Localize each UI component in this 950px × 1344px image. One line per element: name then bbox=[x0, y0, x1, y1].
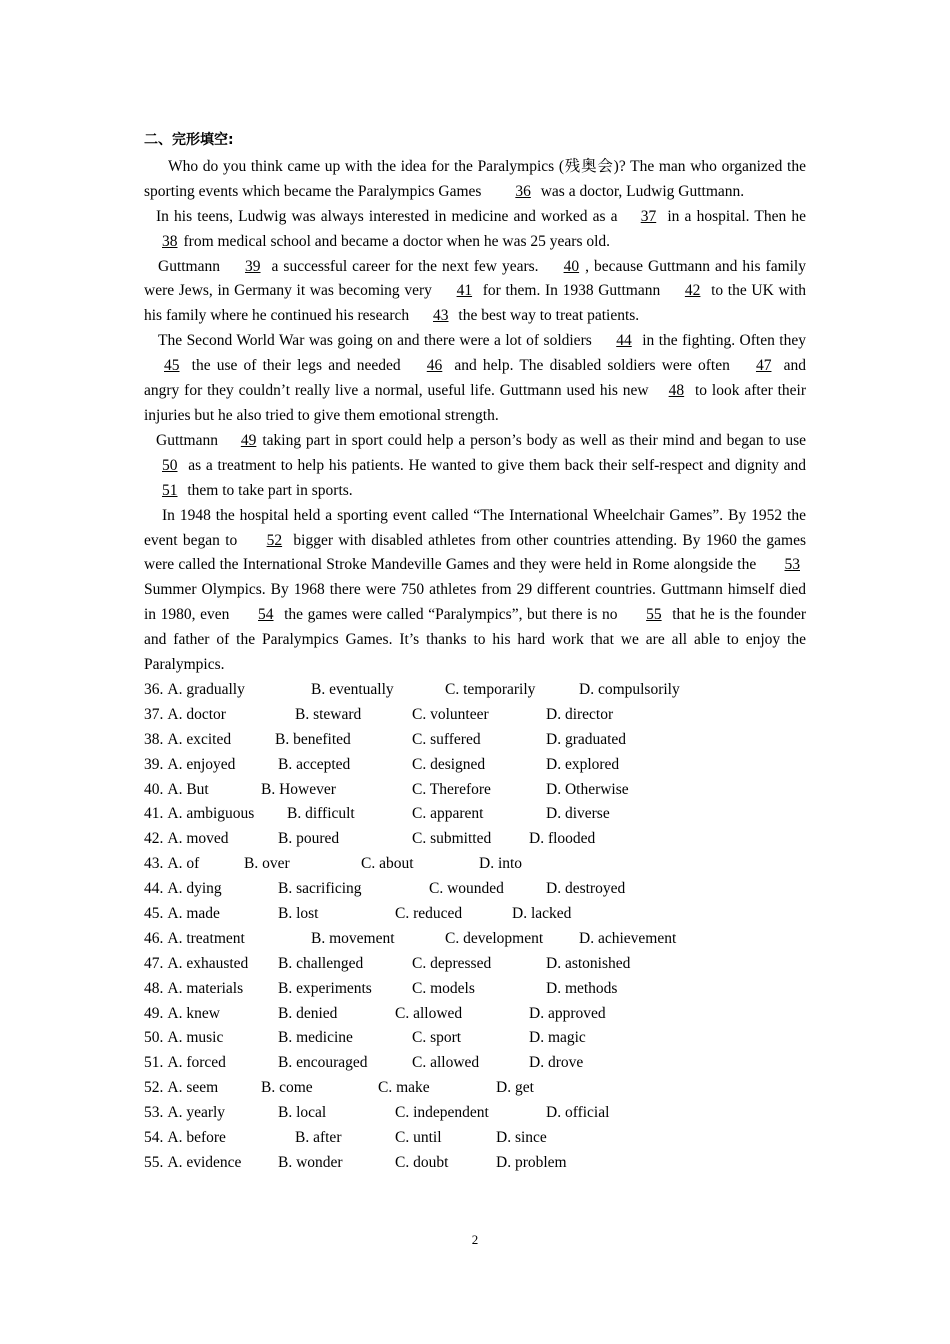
option-b: B. challenged bbox=[278, 954, 364, 972]
option-a-text: A. moved bbox=[167, 830, 229, 848]
option-a-text: A. enjoyed bbox=[167, 755, 236, 773]
option-d: D. approved bbox=[529, 1004, 606, 1022]
option-row bbox=[144, 1051, 806, 1076]
blank-number: 49 bbox=[240, 431, 257, 449]
passage-text: a successful career for the next few years. bbox=[266, 257, 544, 275]
option-a-text: A. dying bbox=[167, 880, 222, 898]
passage-text: bigger with disabled athletes from other countries attending. By 1960 the games were called the International Stroke Mandeville Games and they were held in Rome alongside the bbox=[144, 531, 806, 574]
option-a bbox=[144, 852, 244, 877]
option-a-text: A. seem bbox=[167, 1079, 219, 1097]
option-c: C. allowed bbox=[395, 1004, 463, 1022]
option-row bbox=[144, 678, 806, 703]
option-a bbox=[144, 977, 278, 1002]
question-number: 40. bbox=[144, 780, 164, 798]
blank-number: 45 bbox=[164, 357, 180, 375]
option-a-text: A. materials bbox=[167, 979, 244, 997]
blank-number: 55 bbox=[646, 606, 662, 624]
option-row bbox=[144, 902, 806, 927]
passage-text: Who do you think came up with the idea for the Paralympics (残奥会)? The man who organized the sporting events which became the Paralympics Games bbox=[144, 157, 806, 200]
option-a bbox=[144, 802, 287, 827]
option-b: B. poured bbox=[278, 830, 340, 848]
blank-number: 42 bbox=[684, 282, 701, 300]
passage-paragraph bbox=[144, 255, 806, 330]
option-c: C. until bbox=[395, 1128, 442, 1146]
passage-text: Guttmann bbox=[158, 257, 226, 275]
option-d: D. diverse bbox=[546, 805, 610, 823]
option-a-text: A. forced bbox=[167, 1054, 226, 1072]
option-d: D. achievement bbox=[579, 929, 677, 947]
blank-number: 40 bbox=[563, 257, 580, 275]
passage-text: In his teens, Ludwig was always interested in medicine and worked as a bbox=[156, 207, 623, 225]
option-b: B. eventually bbox=[311, 680, 394, 698]
question-number: 43. bbox=[144, 855, 164, 873]
passage-text: the games were called “Paralympics”, but there is no bbox=[279, 606, 623, 624]
option-a-text: A. before bbox=[167, 1128, 226, 1146]
blank-number: 41 bbox=[456, 282, 473, 300]
option-b: B. experiments bbox=[278, 979, 372, 997]
question-number: 52. bbox=[144, 1079, 164, 1097]
option-b: B. come bbox=[261, 1079, 313, 1097]
option-d: D. graduated bbox=[546, 730, 627, 748]
blank-number: 36 bbox=[515, 182, 531, 200]
question-number: 38. bbox=[144, 730, 164, 748]
option-b: B. medicine bbox=[278, 1029, 353, 1047]
passage-text: taking part in sport could help a person’s body as well as their mind and began to use bbox=[262, 431, 806, 449]
option-b: B. accepted bbox=[278, 755, 351, 773]
option-row bbox=[144, 703, 806, 728]
option-row bbox=[144, 1126, 806, 1151]
blank-number: 38 bbox=[162, 232, 178, 250]
question-number: 39. bbox=[144, 755, 164, 773]
option-c: C. submitted bbox=[412, 830, 492, 848]
passage-text: , because Guttmann and his family were Jews, in Germany it was becoming very bbox=[144, 257, 806, 300]
option-a-text: A. of bbox=[167, 855, 200, 873]
question-number: 36. bbox=[144, 680, 164, 698]
option-row bbox=[144, 1026, 806, 1051]
option-b: B. over bbox=[244, 855, 290, 873]
option-c: C. designed bbox=[412, 755, 486, 773]
option-row bbox=[144, 977, 806, 1002]
option-row bbox=[144, 927, 806, 952]
section-title: 二、完形填空: bbox=[144, 132, 234, 148]
option-row bbox=[144, 802, 806, 827]
option-b: B. movement bbox=[311, 929, 395, 947]
passage-text: that he is the founder and father of the Paralympics Games. It’s thanks to his hard work that we are all able to enjoy the Paralympics. bbox=[144, 606, 806, 674]
option-a bbox=[144, 1126, 295, 1151]
option-a-text: A. But bbox=[167, 780, 209, 798]
option-d: D. compulsorily bbox=[579, 680, 680, 698]
blank-number: 39 bbox=[245, 257, 261, 275]
option-a-text: A. yearly bbox=[167, 1104, 226, 1122]
option-d: D. problem bbox=[496, 1153, 567, 1171]
option-b: B. encouraged bbox=[278, 1054, 368, 1072]
question-number: 54. bbox=[144, 1128, 164, 1146]
question-number: 44. bbox=[144, 880, 164, 898]
option-a bbox=[144, 1076, 261, 1101]
question-number: 55. bbox=[144, 1153, 164, 1171]
passage-text: and angry for they couldn’t really live a normal, useful life. Guttmann used his new bbox=[144, 357, 806, 400]
option-c: C. models bbox=[412, 979, 475, 997]
passage-paragraph bbox=[144, 155, 806, 205]
passage-text: to the UK with his family where he continued his research bbox=[144, 282, 806, 325]
option-row bbox=[144, 1101, 806, 1126]
option-b: B. local bbox=[278, 1104, 327, 1122]
passage-text: Summer Olympics. By 1968 there were 750 athletes from 29 different countries. Guttmann himself died in 1980, even bbox=[144, 581, 806, 624]
option-c: C. apparent bbox=[412, 805, 484, 823]
passage-paragraph bbox=[144, 429, 806, 504]
option-a-text: A. exhausted bbox=[167, 954, 249, 972]
option-a-text: A. excited bbox=[167, 730, 232, 748]
option-c: C. make bbox=[378, 1079, 430, 1097]
blank-number: 43 bbox=[433, 307, 449, 325]
option-c: C. development bbox=[445, 929, 544, 947]
passage-paragraph bbox=[144, 329, 806, 429]
option-c: C. doubt bbox=[395, 1153, 449, 1171]
option-a bbox=[144, 927, 311, 952]
passage-text: them to take part in sports. bbox=[183, 481, 353, 499]
passage-text: and help. The disabled soldiers were often bbox=[448, 357, 736, 375]
option-a-text: A. music bbox=[167, 1029, 224, 1047]
question-number: 49. bbox=[144, 1004, 164, 1022]
option-c: C. reduced bbox=[395, 904, 463, 922]
passage-text: as a treatment to help his patients. He wanted to give them back their self-respect and dignity and bbox=[183, 456, 806, 474]
option-row bbox=[144, 1076, 806, 1101]
option-b: B. wonder bbox=[278, 1153, 343, 1171]
option-row bbox=[144, 728, 806, 753]
question-number: 46. bbox=[144, 929, 164, 947]
question-number: 47. bbox=[144, 954, 164, 972]
option-row bbox=[144, 877, 806, 902]
passage-text: in the fighting. Often they bbox=[637, 332, 806, 350]
passage-text: to look after their injuries but he also tried to give them emotional strength. bbox=[144, 382, 807, 424]
question-number: 42. bbox=[144, 830, 164, 848]
option-a-text: A. evidence bbox=[167, 1153, 242, 1171]
passage-text: the best way to treat patients. bbox=[454, 307, 640, 325]
blank-number: 48 bbox=[668, 382, 685, 400]
question-number: 50. bbox=[144, 1029, 164, 1047]
blank-number: 47 bbox=[755, 357, 772, 375]
question-number: 45. bbox=[144, 904, 164, 922]
blank-number: 46 bbox=[426, 357, 443, 375]
option-d: D. explored bbox=[546, 755, 620, 773]
option-a bbox=[144, 877, 278, 902]
option-a bbox=[144, 827, 278, 852]
option-d: D. Otherwise bbox=[546, 780, 629, 798]
option-c: C. sport bbox=[412, 1029, 462, 1047]
blank-number: 54 bbox=[258, 606, 274, 624]
option-a bbox=[144, 952, 278, 977]
option-b: B. steward bbox=[295, 705, 362, 723]
passage-text: In 1948 the hospital held a sporting event called “The International Wheelchair Games”. By 1952 the event began to bbox=[144, 506, 806, 549]
blank-number: 53 bbox=[784, 556, 800, 574]
passage-text: The Second World War was going on and there were a lot of soldiers bbox=[158, 332, 597, 350]
question-number: 51. bbox=[144, 1054, 164, 1072]
option-d: D. lacked bbox=[512, 904, 572, 922]
option-c: C. about bbox=[361, 855, 414, 873]
passage-paragraph bbox=[144, 205, 806, 255]
option-a-text: A. made bbox=[167, 904, 220, 922]
option-a bbox=[144, 753, 278, 778]
cloze-passage bbox=[144, 155, 806, 678]
question-number: 48. bbox=[144, 979, 164, 997]
passage-text: in a hospital. Then he bbox=[662, 207, 806, 225]
option-c: C. volunteer bbox=[412, 705, 489, 723]
option-d: D. official bbox=[546, 1104, 610, 1122]
passage-text: was a doctor, Ludwig Guttmann. bbox=[536, 182, 745, 200]
exam-page bbox=[144, 128, 806, 1176]
page-number: 2 bbox=[471, 1232, 479, 1247]
option-d: D. drove bbox=[529, 1054, 584, 1072]
passage-text: from medical school and became a doctor when he was 25 years old. bbox=[183, 232, 611, 250]
option-row bbox=[144, 1002, 806, 1027]
option-d: D. magic bbox=[529, 1029, 586, 1047]
option-a-text: A. treatment bbox=[167, 929, 245, 947]
options-list bbox=[144, 678, 806, 1176]
question-number: 41. bbox=[144, 805, 164, 823]
option-a bbox=[144, 1101, 278, 1126]
question-number: 37. bbox=[144, 705, 164, 723]
option-d: D. into bbox=[479, 855, 523, 873]
passage-text: the use of their legs and needed bbox=[185, 357, 407, 375]
option-a bbox=[144, 703, 295, 728]
option-a bbox=[144, 678, 311, 703]
option-b: B. lost bbox=[278, 904, 319, 922]
option-a bbox=[144, 728, 275, 753]
option-a-text: A. ambiguous bbox=[167, 805, 255, 823]
option-c: C. temporarily bbox=[445, 680, 536, 698]
option-d: D. methods bbox=[546, 979, 618, 997]
blank-number: 51 bbox=[162, 481, 178, 499]
option-row bbox=[144, 753, 806, 778]
option-row bbox=[144, 852, 806, 877]
option-b: B. difficult bbox=[287, 805, 355, 823]
passage-text: Guttmann bbox=[156, 431, 223, 449]
question-number: 53. bbox=[144, 1104, 164, 1122]
option-c: C. independent bbox=[395, 1104, 489, 1122]
option-d: D. director bbox=[546, 705, 614, 723]
option-c: C. depressed bbox=[412, 954, 492, 972]
option-d: D. astonished bbox=[546, 954, 631, 972]
option-c: C. Therefore bbox=[412, 780, 491, 798]
option-a bbox=[144, 1051, 278, 1076]
option-d: D. destroyed bbox=[546, 880, 626, 898]
option-b: B. after bbox=[295, 1128, 342, 1146]
option-d: D. get bbox=[496, 1079, 534, 1097]
option-d: D. since bbox=[496, 1128, 547, 1146]
option-c: C. wounded bbox=[429, 880, 504, 898]
option-a-text: A. gradually bbox=[167, 680, 245, 698]
option-row bbox=[144, 1151, 806, 1176]
passage-paragraph bbox=[144, 504, 806, 678]
option-d: D. flooded bbox=[529, 830, 596, 848]
option-row bbox=[144, 952, 806, 977]
blank-number: 37 bbox=[640, 207, 657, 225]
option-a bbox=[144, 778, 261, 803]
option-a bbox=[144, 1002, 278, 1027]
option-c: C. allowed bbox=[412, 1054, 480, 1072]
option-a bbox=[144, 1151, 278, 1176]
option-a-text: A. knew bbox=[167, 1004, 220, 1022]
option-b: B. benefited bbox=[275, 730, 351, 748]
option-row bbox=[144, 778, 806, 803]
option-a bbox=[144, 1026, 278, 1051]
blank-number: 50 bbox=[162, 456, 178, 474]
blank-number: 44 bbox=[616, 332, 632, 350]
passage-text: for them. In 1938 Guttmann bbox=[478, 282, 665, 300]
option-row bbox=[144, 827, 806, 852]
option-b: B. denied bbox=[278, 1004, 338, 1022]
option-a bbox=[144, 902, 278, 927]
option-c: C. suffered bbox=[412, 730, 481, 748]
option-a-text: A. doctor bbox=[167, 705, 226, 723]
option-b: B. However bbox=[261, 780, 336, 798]
option-b: B. sacrificing bbox=[278, 880, 362, 898]
blank-number: 52 bbox=[266, 531, 283, 549]
